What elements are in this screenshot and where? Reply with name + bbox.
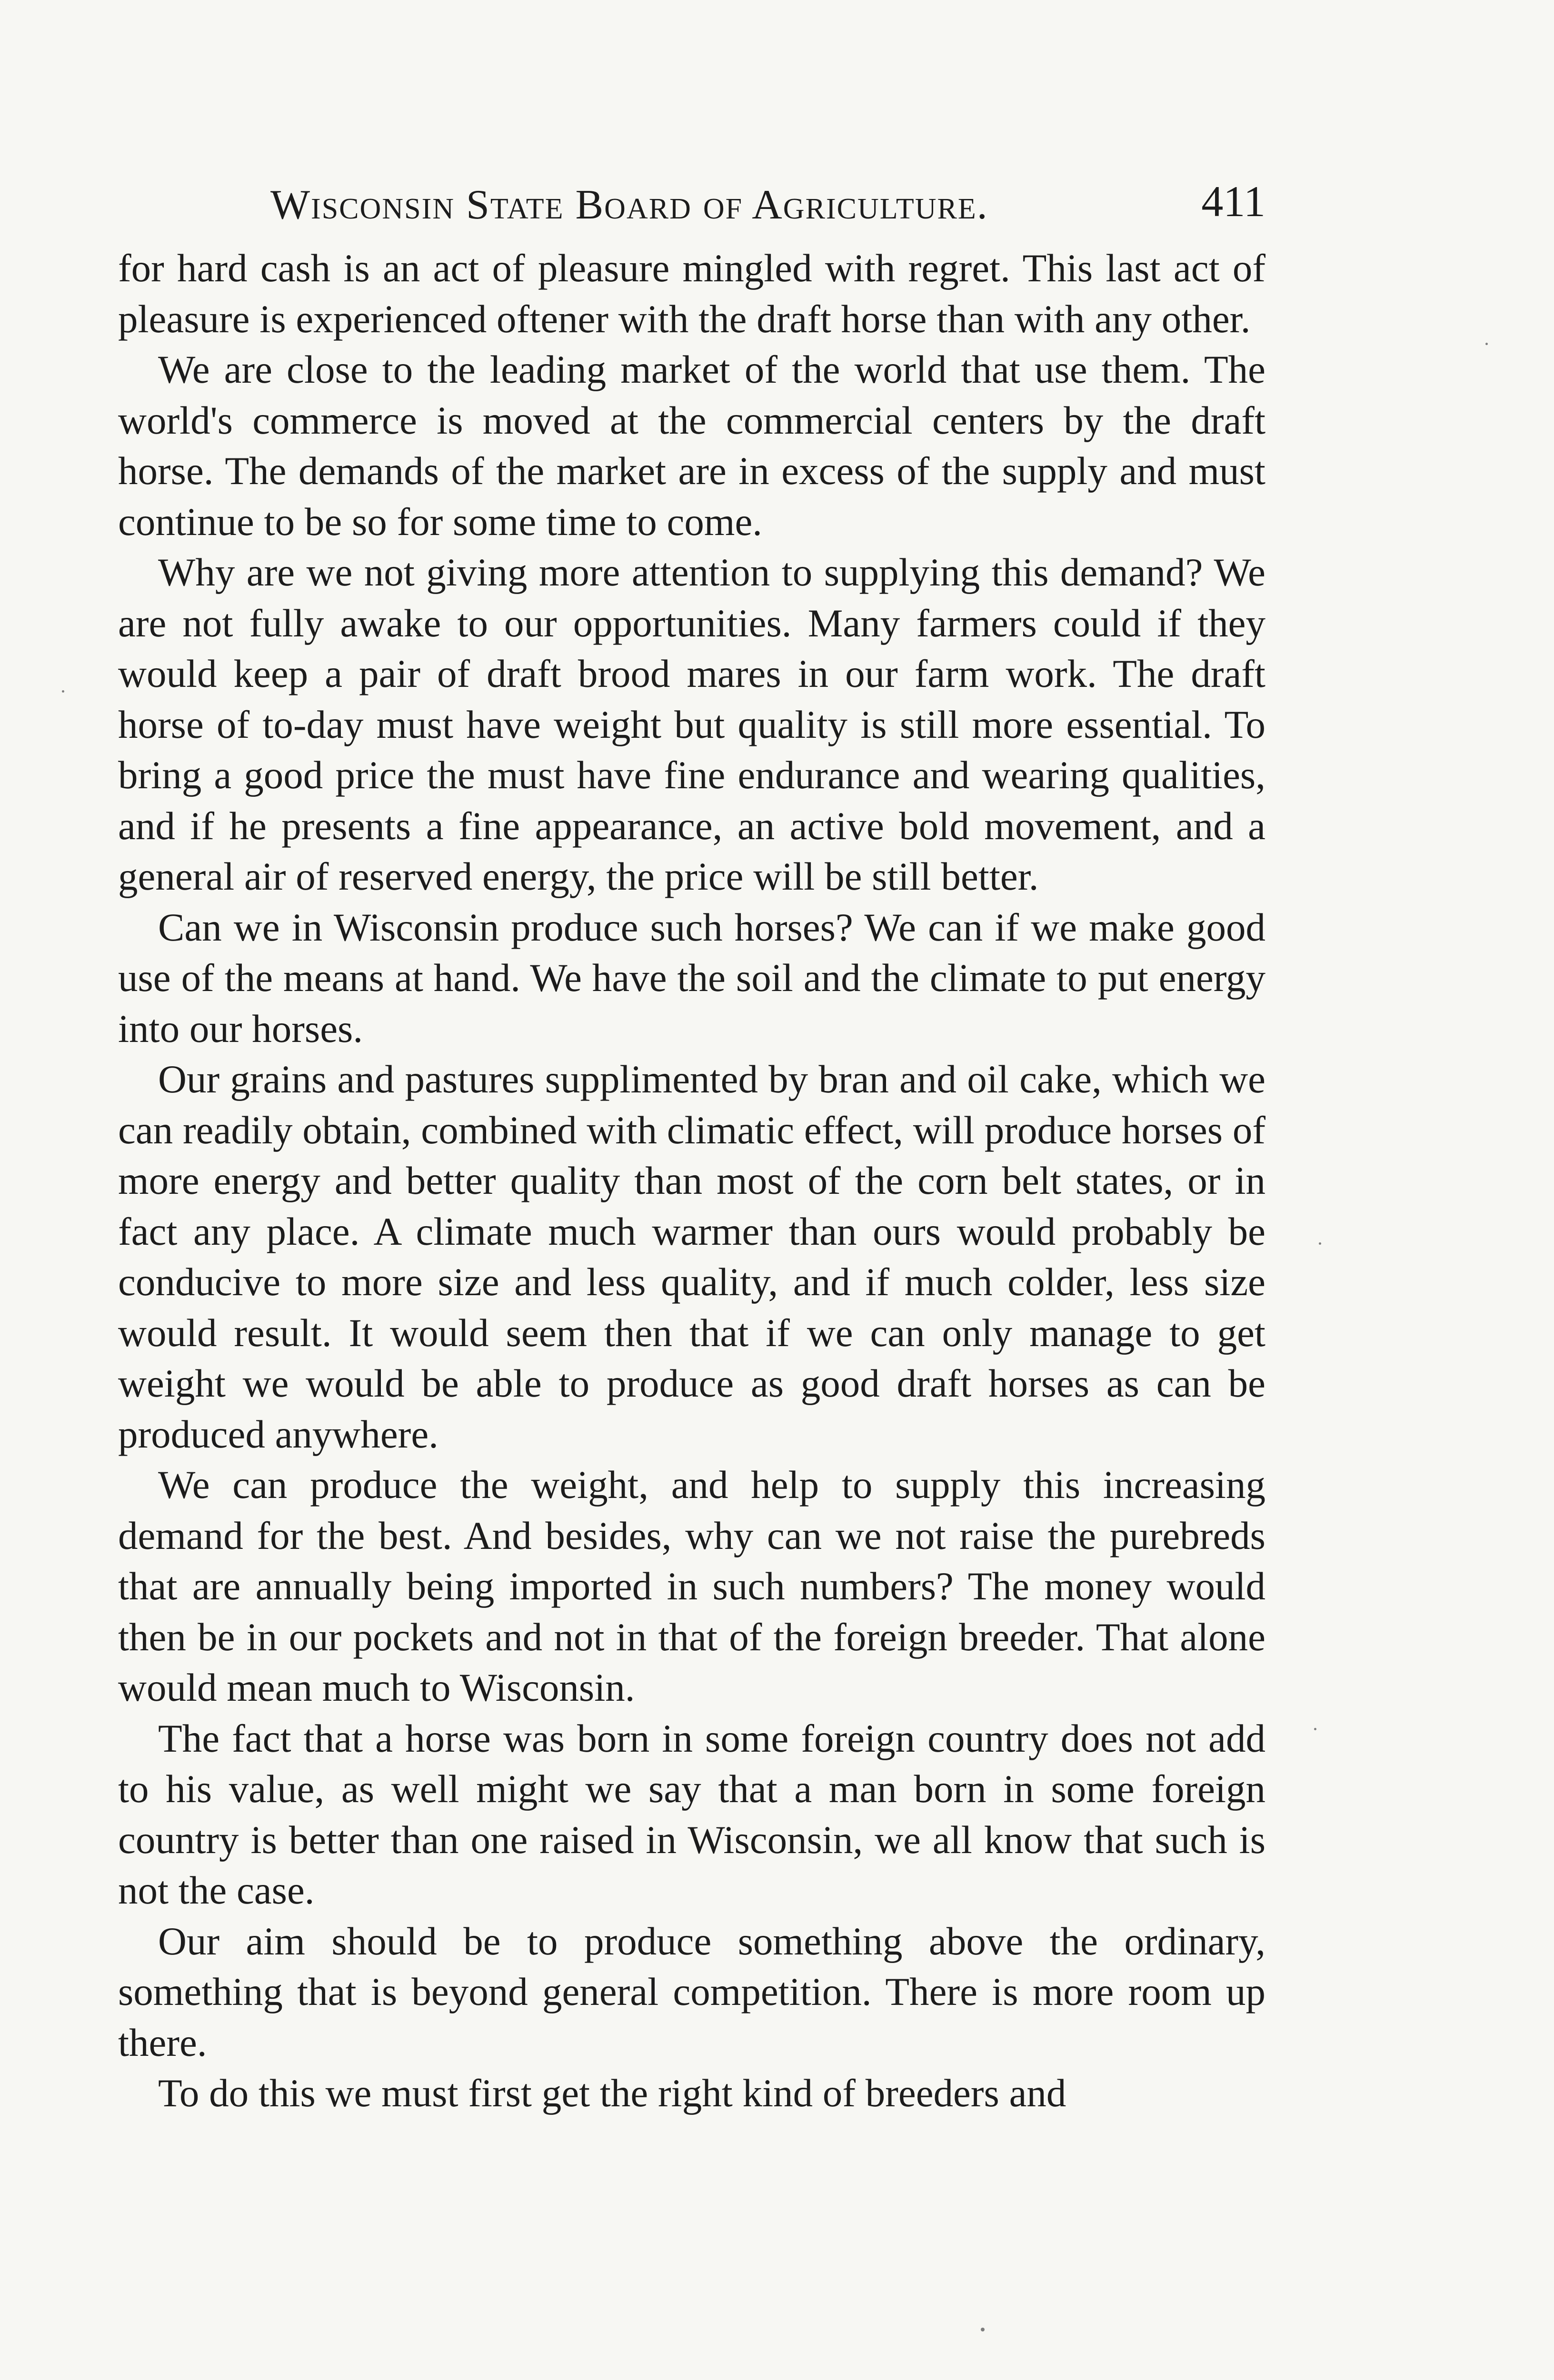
paragraph-market: We are close to the leading market of the world that use them. The world's commerce is moved at the commercial centers by the draft horse. The demands of the market are in excess of the supply and must continue to be so for some time to come. [118,347,1265,544]
running-header [118,176,1265,243]
paragraph-weight: We can produce the weight, and help to supply this increasing demand for the best. And besides, why can we not raise the purebreds that are annually being imported in such numbers? The money would then be in our pockets and not in that of the foreign breeder. That alone would mean much to Wisconsin. [118,1463,1265,1709]
body-text [118,243,1265,2119]
paragraph-wisconsin-horses: Can we in Wisconsin produce such horses? We can if we make good use of the means at hand. We have the soil and the climate to put energy into our horses. [118,905,1265,1051]
paragraph-continued: for hard cash is an act of pleasure mingled with regret. This last act of pleasure is experienced oftener with the draft horse than with any other. [118,246,1265,341]
paragraph-aim: Our aim should be to produce something above the ordinary, something that is beyond general competition. There is more room up there. [118,1919,1265,2064]
paragraph-foreign: The fact that a horse was born in some foreign country does not add to his value, as well might we say that a man born in some foreign country is better than one raised in Wisconsin, we all know that such is not the case. [118,1716,1265,1912]
running-header-title: Wisconsin State Board of Agriculture. [270,182,988,228]
paper-speck [981,2328,985,2331]
paragraph-breeders: To do this we must first get the right kind of breeders and [158,2071,1066,2115]
paper-speck [62,690,64,693]
paper-speck [1485,343,1488,345]
paragraph-demand: Why are we not giving more attention to supplying this demand? We are not fully awake to our opportunities. Many farmers could if they would keep a pair of draft brood mares in our farm work. The draft horse of to-day must have weight but quality is still more essential. To bring a good price the must have fine endurance and wearing qualities, and if he presents a fine appearance, an active bold movement, and a general air of reserved energy, the price will be still better. [118,550,1265,898]
paper-speck [1314,1728,1316,1730]
paragraph-grains: Our grains and pastures supplimented by bran and oil cake, which we can readily obtain, combined with climatic effect, will produce horses of more energy and better quality than most of the corn belt states, or in fact any place. A climate much warmer than ours would probably be conducive to more size and less quality, and if much colder, less size would result. It would seem then that if we can only manage to get weight we would be able to produce as good draft horses as can be produced anywhere. [118,1057,1265,1456]
book-page [118,176,1265,2318]
paper-speck [1319,1242,1321,1245]
page-number: 411 [1201,177,1265,226]
